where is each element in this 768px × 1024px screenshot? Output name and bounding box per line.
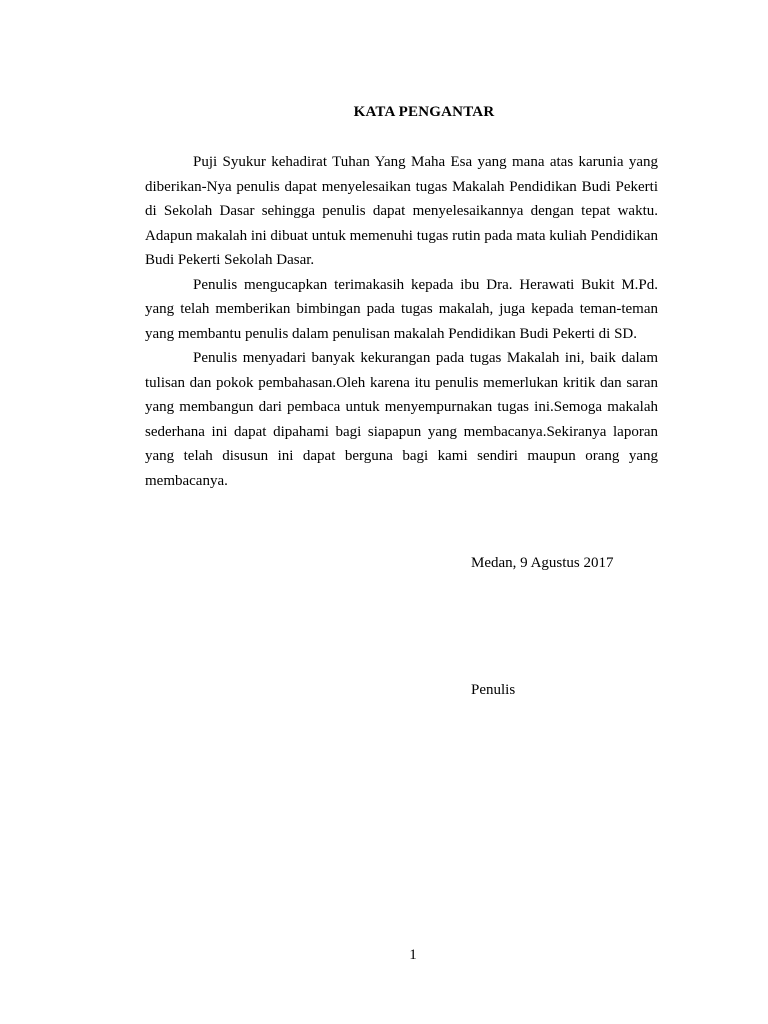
page-number: 1 <box>409 947 417 963</box>
document-title: KATA PENGANTAR <box>353 104 495 120</box>
author-signature: Penulis <box>471 682 516 698</box>
paragraph-thanks: Penulis mengucapkan terimakasih kepada ibu Dra. Herawati Bukit M.Pd. yang telah memberikan bimbingan pada tugas makalah, juga kepada teman-teman yang membantu penulis dalam penulisan makalah Pendidikan Budi Pekerti di SD. <box>145 276 658 342</box>
place-date: Medan, 9 Agustus 2017 <box>471 555 614 571</box>
paragraph-gratitude: Puji Syukur kehadirat Tuhan Yang Maha Esa yang mana atas karunia yang diberikan-Nya penulis dapat menyelesaikan tugas Makalah Pendidikan Budi Pekerti di Sekolah Dasar sehingga penulis dapat menyelesaikannya dengan tepat waktu. Adapun makalah ini dibuat untuk memenuhi tugas rutin pada mata kuliah Pendidikan Budi Pekerti Sekolah Dasar. <box>145 154 658 268</box>
paragraph-closing: Penulis menyadari banyak kekurangan pada tugas Makalah ini, baik dalam tulisan dan pokok pembahasan.Oleh karena itu penulis memerlukan kritik dan saran yang membangun dari pembaca untuk menyempurnakan tugas ini.Semoga makalah sederhana ini dapat dipahami bagi siapapun yang membacanya.Sekiranya laporan yang telah disusun ini dapat berguna bagi kami sendiri maupun orang yang membacanya. <box>145 350 658 489</box>
body-text <box>145 150 658 493</box>
